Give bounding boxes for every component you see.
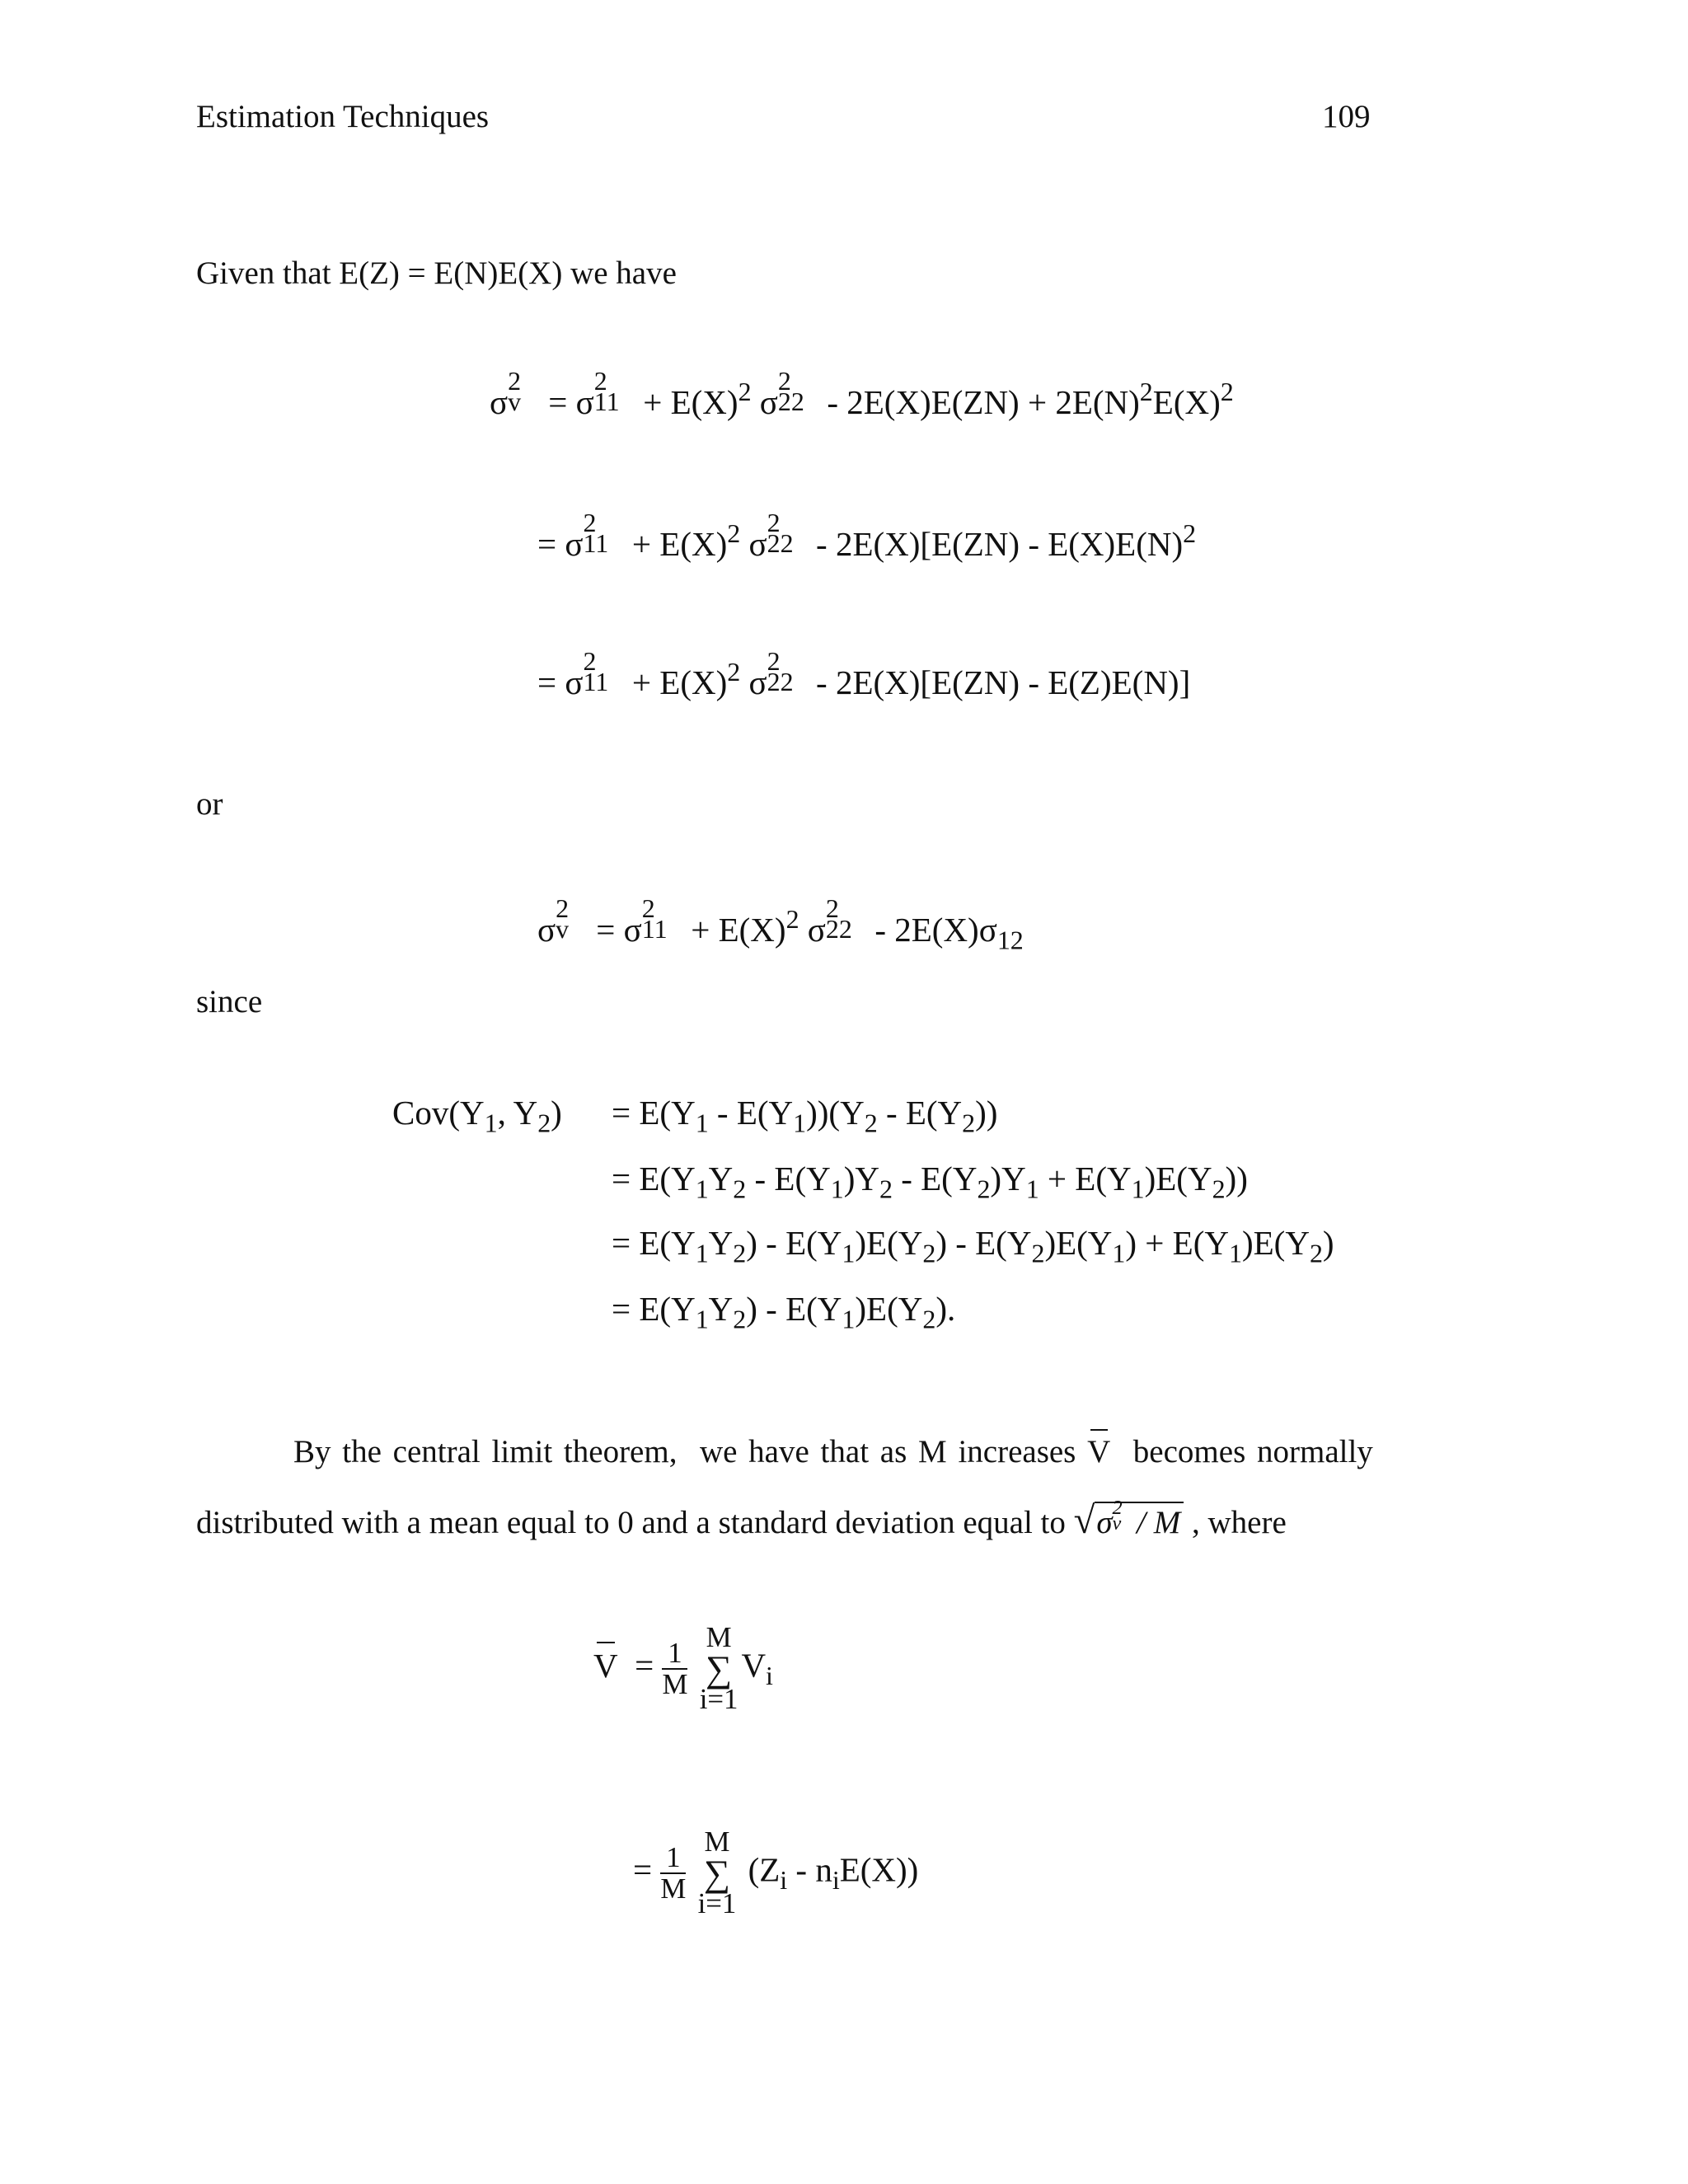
page-number: 109: [1322, 99, 1371, 134]
running-title: Estimation Techniques: [196, 99, 490, 134]
equation-variance-final: σ 2 v = σ 2 11 + $E(X)^2$ σ 2 22 - $2E(X)\sigma_{12}$: [537, 893, 1024, 955]
equation-variance-2: = σ 2 11 + $E(X)^2$ σ 2 22 - $2E(X)[E(ZN) - E(X)E(N)^2$: [537, 508, 1197, 563]
cov-line-3: = $E(Y_1Y_2) - E(Y_1)E(Y_2) - E(Y_2)E(Y_1) + E(Y_1)E(Y_2)$: [612, 1224, 1334, 1268]
cov-line-2: = $E(Y_1Y_2 - E(Y_1)Y_2 - E(Y_2)Y_1 + E(Y_1)E(Y_2))$: [612, 1160, 1248, 1204]
equation-variance-1: σ 2 v = σ 2 11 + $E(X)^2$ σ 2 22 - $2E(X)E(ZN) + 2E(N)^2E(X)^2$: [490, 366, 1234, 421]
clt-paragraph-line-2: distributed with a mean equal to 0 and a standard deviation equal to √σ 2 v / M , where: [196, 1496, 1287, 1542]
vbar-expansion: = $\frac{1}{M}$ M ∑ i=1 $(Z_i - n_iE(X))$: [633, 1825, 919, 1920]
cov-line-4: = $E(Y_1Y_2) - E(Y_1)E(Y_2)$.: [612, 1290, 956, 1334]
or-word: or: [196, 786, 223, 822]
intro-sentence: Given that E(Z) = E(N)E(X) we have: [196, 255, 677, 291]
sqrt-expression: √σ 2 v / M: [1074, 1502, 1184, 1540]
cov-line-1: = $E(Y_1 - E(Y_1))(Y_2 - E(Y_2))$: [612, 1094, 998, 1138]
equation-variance-3: = σ 2 11 + $E(X)^2$ σ 2 22 - 2E(X)[E(ZN) - E(Z)E(N)]: [537, 646, 1191, 701]
clt-paragraph-line-1: By the central limit theorem, we have that as M increases V becomes normally: [293, 1434, 1373, 1469]
vbar-definition: V = $\frac{1}{M}$ M ∑ i=1 $V_i$: [593, 1621, 773, 1716]
since-word: since: [196, 984, 263, 1019]
cov-lhs: $Cov(Y_1$, $Y_2$): [392, 1094, 562, 1138]
